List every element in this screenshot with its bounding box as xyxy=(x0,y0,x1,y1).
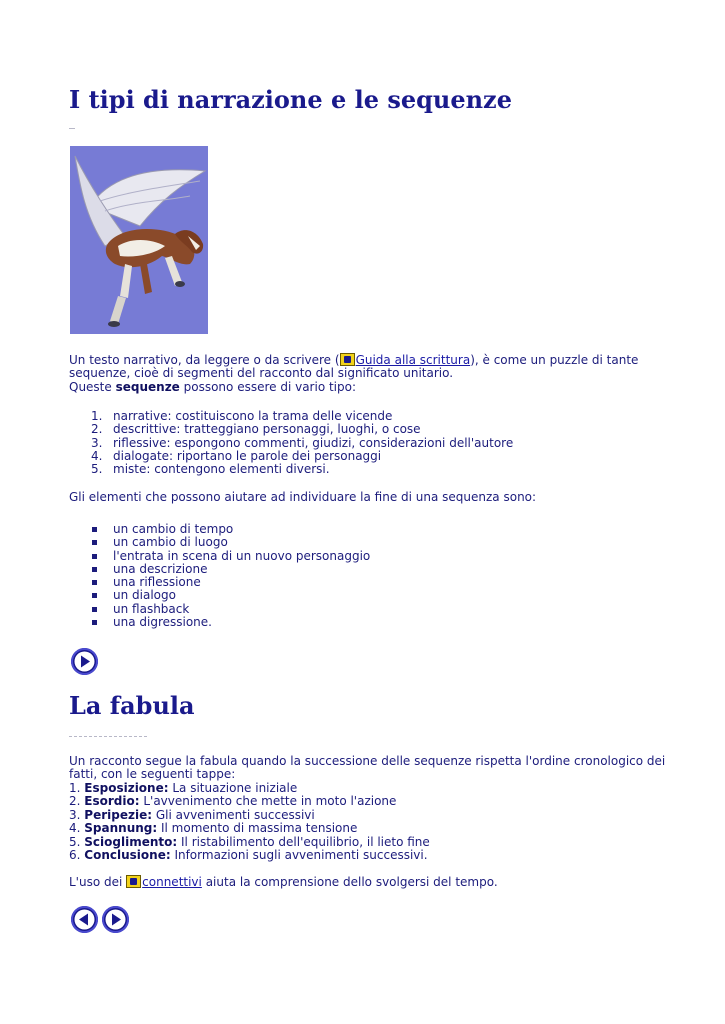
stage-desc: Il momento di massima tensione xyxy=(157,821,358,836)
line2-post: possono essere di vario tipo: xyxy=(179,379,357,394)
list-item xyxy=(69,450,669,463)
stage-desc: La situazione iniziale xyxy=(168,781,298,795)
list-text: miste: contengono elementi diversi. xyxy=(113,462,330,477)
stage-term: Conclusione: xyxy=(84,848,171,863)
list-item xyxy=(69,550,669,563)
line2-pre: Queste xyxy=(69,379,116,394)
stage-number: 4. xyxy=(69,821,81,836)
line2-bold: sequenze xyxy=(115,379,180,394)
title-divider xyxy=(69,128,75,130)
section-title-sequenze: I tipi di narrazione e le sequenze xyxy=(69,85,512,114)
list-item xyxy=(69,437,669,450)
list-text: descrittive: tratteggiano personaggi, luoghi, o cose xyxy=(113,422,421,437)
intro-text-pre: Un testo narrativo, da leggere o da scrivere ( xyxy=(69,353,340,367)
stage-line xyxy=(69,782,679,795)
bullet-square-icon xyxy=(92,540,97,545)
prev-arrow-icon[interactable] xyxy=(71,906,98,933)
list-text: un cambio di tempo xyxy=(113,522,234,536)
list-text: una digressione. xyxy=(113,615,212,630)
next-arrow-icon[interactable] xyxy=(71,648,98,675)
list-item xyxy=(69,536,669,549)
guida-scrittura-link[interactable]: Guida alla scrittura xyxy=(355,353,471,367)
fabula-divider xyxy=(69,736,147,738)
stage-term: Peripezie: xyxy=(84,807,153,822)
bullet-square-icon xyxy=(92,620,97,625)
bullet-square-icon xyxy=(92,607,97,612)
list-number: 5. xyxy=(91,462,103,477)
intro-paragraph xyxy=(69,353,679,394)
stage-term: Spannung: xyxy=(84,821,158,836)
stage-term: Scioglimento: xyxy=(84,834,178,849)
list-number: 1. xyxy=(91,409,103,423)
stage-number: 5. xyxy=(69,834,81,849)
list-item xyxy=(69,603,669,616)
list-text: un dialogo xyxy=(113,588,176,603)
stage-line xyxy=(69,809,679,822)
bullet-square-icon xyxy=(92,580,97,585)
stage-number: 1. xyxy=(69,781,81,795)
list-number: 2. xyxy=(91,422,103,437)
list-item xyxy=(69,410,669,423)
fabula-intro: Un racconto segue la fabula quando la successione delle sequenze rispetta l'ordine cronologico dei fatti, con le seguenti tappe: xyxy=(69,754,666,782)
stage-number: 3. xyxy=(69,807,81,822)
list-text: una riflessione xyxy=(113,575,201,590)
section-title-fabula: La fabula xyxy=(69,691,195,720)
stage-desc: Gli avvenimenti successivi xyxy=(152,807,315,822)
list-text: riflessive: espongono commenti, giudizi, considerazioni dell'autore xyxy=(113,435,514,450)
list-text: l'entrata in scena di un nuovo personaggio xyxy=(113,548,371,563)
elements-intro: Gli elementi che possono aiutare ad individuare la fine di una sequenza sono: xyxy=(69,490,537,504)
link-badge-icon[interactable] xyxy=(126,875,141,888)
list-item xyxy=(69,616,669,629)
bullet-square-icon xyxy=(92,567,97,572)
bullet-square-icon xyxy=(92,593,97,598)
bullet-square-icon xyxy=(92,554,97,559)
list-item xyxy=(69,463,669,476)
pegasus-image xyxy=(70,146,208,334)
stage-number: 2. xyxy=(69,794,81,809)
list-item xyxy=(69,563,669,576)
next-arrow-icon[interactable] xyxy=(102,906,129,933)
link-badge-icon[interactable] xyxy=(340,353,355,366)
fabula-stages xyxy=(69,782,679,862)
list-item xyxy=(69,576,669,589)
stage-desc: Informazioni sugli avvenimenti successivi. xyxy=(170,848,428,863)
intro-text-post: ), è come un puzzle di tante sequenze, cioè di segmenti del racconto dal significato unitario. xyxy=(69,353,639,381)
stage-desc: Il ristabilimento dell'equilibrio, il lieto fine xyxy=(177,834,430,849)
stage-desc: L'avvenimento che mette in moto l'azione xyxy=(139,794,397,809)
list-number: 3. xyxy=(91,435,103,450)
list-item xyxy=(69,523,669,536)
stage-line xyxy=(69,836,679,849)
sequence-types-list xyxy=(69,410,669,476)
stage-line xyxy=(69,822,679,835)
stage-term: Esposizione: xyxy=(84,781,169,795)
connettivi-post: aiuta la comprensione dello svolgersi del tempo. xyxy=(201,875,498,889)
list-item xyxy=(69,423,669,436)
sequence-end-elements-list xyxy=(69,523,669,629)
connettivi-paragraph xyxy=(69,875,679,889)
list-text: un flashback xyxy=(113,601,190,616)
stage-line xyxy=(69,795,679,808)
list-item xyxy=(69,589,669,602)
list-number: 4. xyxy=(91,448,103,463)
pegasus-illustration xyxy=(70,146,208,334)
bullet-square-icon xyxy=(92,527,97,532)
stage-line xyxy=(69,849,679,862)
stage-number: 6. xyxy=(69,848,81,863)
list-text: una descrizione xyxy=(113,561,208,576)
connettivi-pre: L'uso dei xyxy=(69,875,127,889)
list-text: dialogate: riportano le parole dei personaggi xyxy=(113,448,382,463)
list-text: narrative: costituiscono la trama delle vicende xyxy=(113,409,393,423)
connettivi-link[interactable]: connettivi xyxy=(142,875,202,889)
stage-term: Esordio: xyxy=(84,794,140,809)
list-text: un cambio di luogo xyxy=(113,535,228,550)
